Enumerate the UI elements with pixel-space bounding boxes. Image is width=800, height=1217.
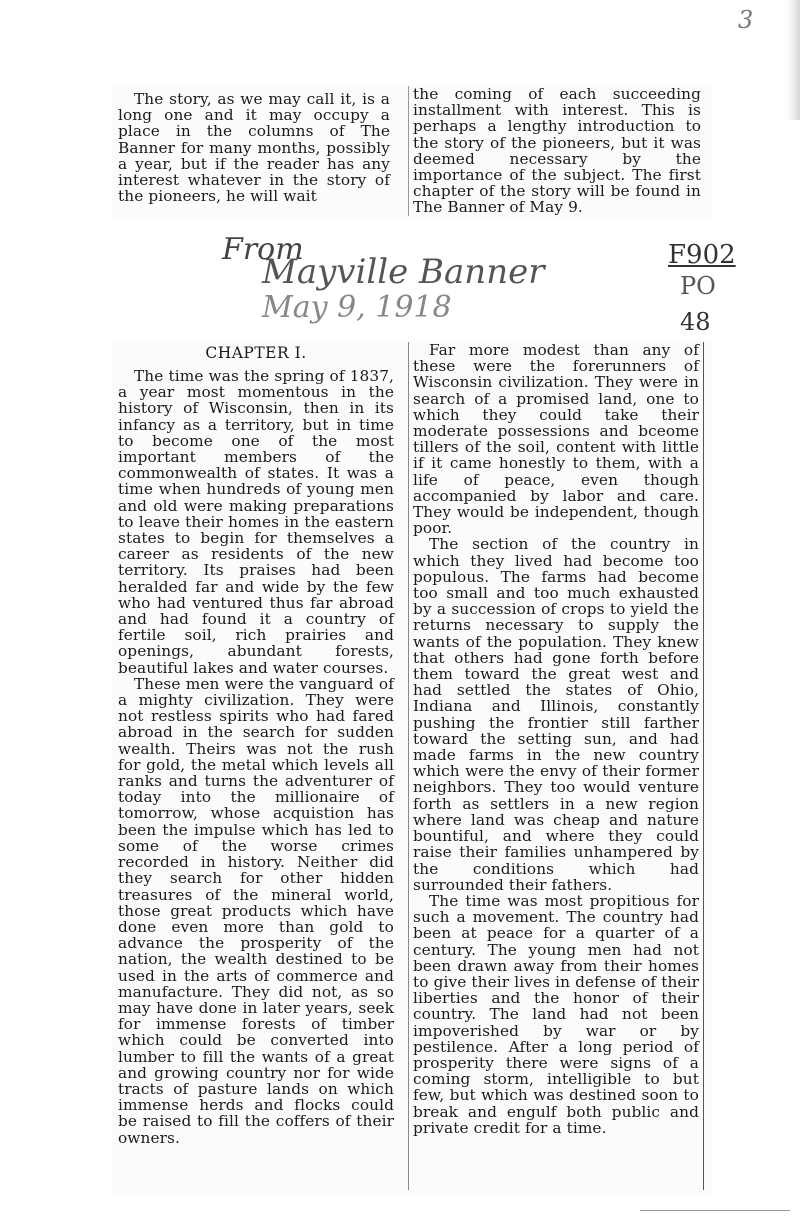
chapter-paragraph: These men were the vanguard of a mighty civilization. They were not restless spirits who had fared abroad in the search for sudden wealth. Theirs was not the rush for gold, the metal which levels all ranks and turns the adventurer of today into the millionaire of tomorrow, whose acquistion has been the impulse which has led to some of the worse crimes recorded in history. Neither did they search for other hidden treasures of the mineral world, those great products which have done even more than gold to advance the prosperity of the nation, the wealth destined to be used in the arts of commerce and manufacture. They did not, as so may have done in later years, seek for immense forests of timber which could be converted into lumber to fill the wants of a great and growing country nor for wide tracts of pasture lands on which immense herds and flocks could be raised to fill the coffers of their owners. — [118, 674, 394, 1147]
handwritten-code-1: F902 — [668, 240, 736, 270]
intro-clipping — [112, 86, 712, 218]
intro-left-paragraph: The story, as we may call it, is a long one and it may occupy a place in the columns of The Banner for many months, possibly a year, but if the reader has any interest whatever in the story of the pioneers, he will wait — [118, 90, 390, 206]
chapter-right-column — [408, 342, 704, 1190]
handwritten-date: May 9, 1918 — [262, 290, 452, 325]
chapter-left-column — [118, 368, 394, 1146]
chapter-clipping — [112, 340, 712, 1196]
scan-artifact-line — [640, 1210, 790, 1211]
intro-right-paragraph: the coming of each succeeding installment with interest. This is perhaps a lengthy introduction to the story of the pioneers, but it was deemed necessary by the importance of the subject. The first chapter of the story will be found in The Banner of May 9. — [413, 85, 701, 217]
chapter-paragraph: Far more modest than any of these were the forerunners of Wisconsin civilization. They were in search of a promised land, one to which they could take their moderate possessions and bceome tillers of the soil, content with little if it came honestly to them, with a life of peace, even though accompanied by labor and care. They would be independent, though poor. — [413, 341, 699, 538]
chapter-paragraph: The time was most propitious for such a movement. The country had been at peace for a quarter of a century. The young men had not been drawn away from their homes to give their lives in defense of their liberties and the honor of their country. The land had not been impoverished by war or by pestilence. After a long period of prosperity there were signs of a coming storm, intelligible to but few, but which was destined soon to break and engulf both public and private credit for a time. — [413, 891, 699, 1137]
chapter-paragraph: The section of the country in which they lived had become too populous. The farms had become too small and too much exhausted by a succession of crops to yield the returns necessary to supply the wants of the population. They knew that others had gone forth before them toward the great west and had settled the states of Ohio, Indiana and Illinois, constantly pushing the frontier still farther toward the setting sun, and had made farms in the new country which were the envy of their former neighbors. They too would venture forth as settlers in a new region where land was cheap and nature bountiful, and where they could raise their families unhampered by the conditions which had surrounded their fathers. — [413, 535, 699, 894]
handwritten-from: From — [222, 232, 304, 267]
intro-right-column — [408, 86, 701, 216]
intro-left-column — [118, 91, 390, 204]
chapter-paragraph: The time was the spring of 1837, a year most momentous in the history of Wisconsin, then in its infancy as a territory, but in time to become one of the most important members of the commonwealth of states. It was a time when hundreds of young men and old were making preparations to leave their homes in the eastern states to begin for themselves a career as residents of the new territory. Its praises had been heralded far and wide by the few who had ventured thus far abroad and had found it a country of fertile soil, rich prairies and openings, abundant forests, beautiful lakes and water courses. — [118, 367, 394, 677]
chapter-heading: CHAPTER I. — [205, 344, 307, 362]
handwritten-source: Mayville Banner — [262, 252, 545, 292]
handwritten-code-3: 48 — [680, 308, 711, 336]
handwritten-page-number: 3 — [738, 6, 754, 34]
handwritten-code-2: PO — [680, 272, 716, 300]
page-edge-shadow — [786, 0, 800, 120]
